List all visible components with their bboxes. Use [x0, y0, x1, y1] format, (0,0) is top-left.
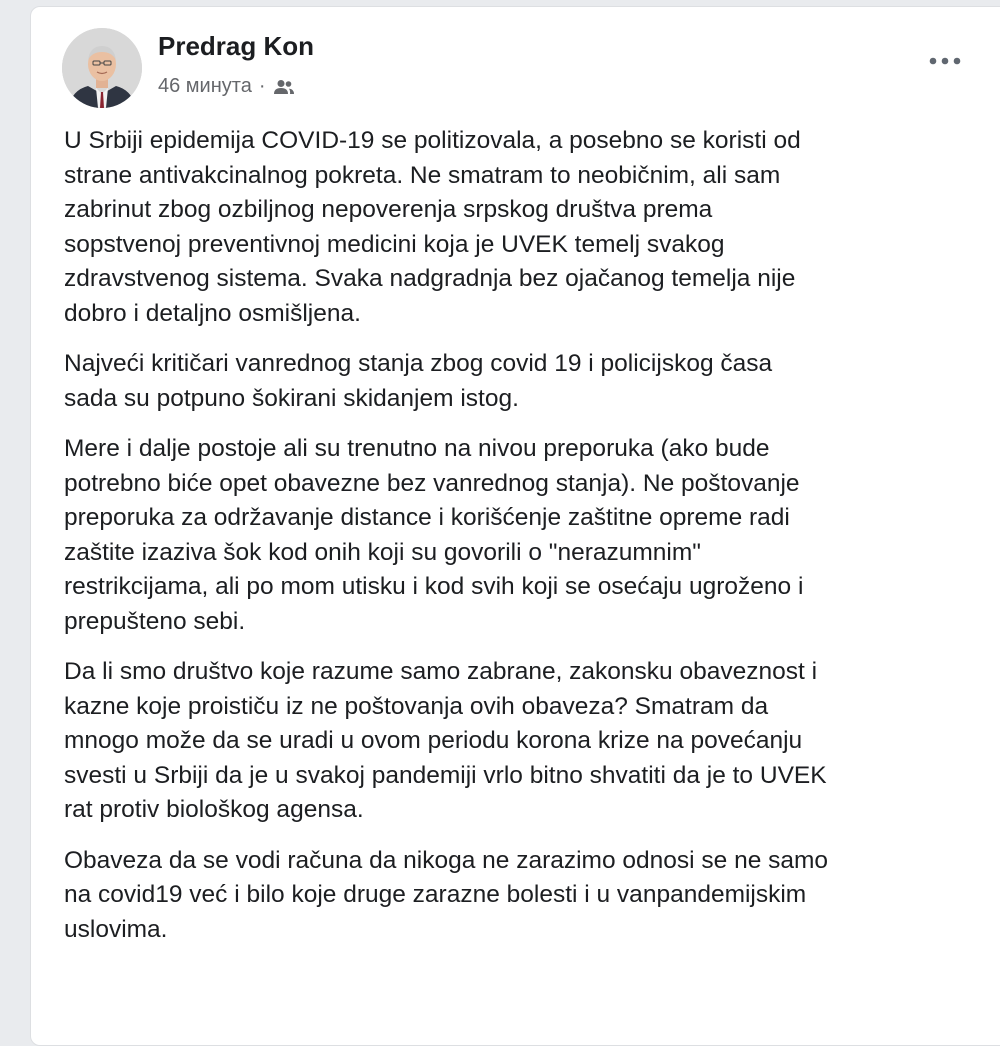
avatar-photo: [62, 28, 142, 108]
post-timestamp[interactable]: 46 минута: [158, 75, 252, 97]
more-options-button[interactable]: [925, 51, 965, 71]
post-body: [64, 124, 984, 963]
meta-separator: ·: [258, 75, 266, 97]
post-paragraph: Obaveza da se vodi računa da nikoga ne zarazimo odnosi se ne samo na covid19 već i bilo koje druge zarazne bolesti i u vanpandemijskim uslovima.: [64, 846, 829, 943]
friends-icon[interactable]: [273, 79, 295, 95]
post-paragraph: Da li smo društvo koje razume samo zabrane, zakonsku obaveznost i kazne koje proističu iz ne poštovanja ovih obaveza? Smatram da mnogo može da se uradi u ovom periodu korona krize na povećanju svesti u Srbiji da je u svakoj pandemiji vrlo bitno shvatiti da je to UVEK rat protiv biološkog agensa.: [64, 658, 827, 823]
ellipsis-icon: [928, 57, 962, 65]
post-paragraph: U Srbiji epidemija COVID-19 se politizovala, a posebno se koristi od strane antivakcinalnog pokreta. Ne smatram to neobičnim, ali sam zabrinut zbog ozbiljnog nepoverenja srpskog društva prema sopstvenoj preventivnoj medicini koja je UVEK temelj svakog zdravstvenog sistema. Svaka nadgradnja bez ojačanog temelja nije dobro i detaljno osmišljena.: [64, 127, 801, 327]
post-card: [30, 6, 1000, 1046]
post-paragraph: Najveći kritičari vanrednog stanja zbog covid 19 i policijskog časa sada su potpuno šokirani skidanjem istog.: [64, 350, 773, 412]
post-paragraph: Mere i dalje postoje ali su trenutno na nivou preporuka (ako bude potrebno biće opet obavezne bez vanrednog stanja). Ne poštovanje preporuka za održavanje distance i korišćenje zaštitne opreme radi zaštite izaziva šok kod onih koji su govorili o "nerazumnim" restrikcijama, ali po mom utisku i kod svih koji se osećaju ugroženo i prepušteno sebi.: [64, 435, 804, 635]
author-name[interactable]: Predrag Kon: [158, 31, 315, 61]
post-meta: [158, 75, 295, 98]
author-avatar[interactable]: [62, 28, 142, 108]
